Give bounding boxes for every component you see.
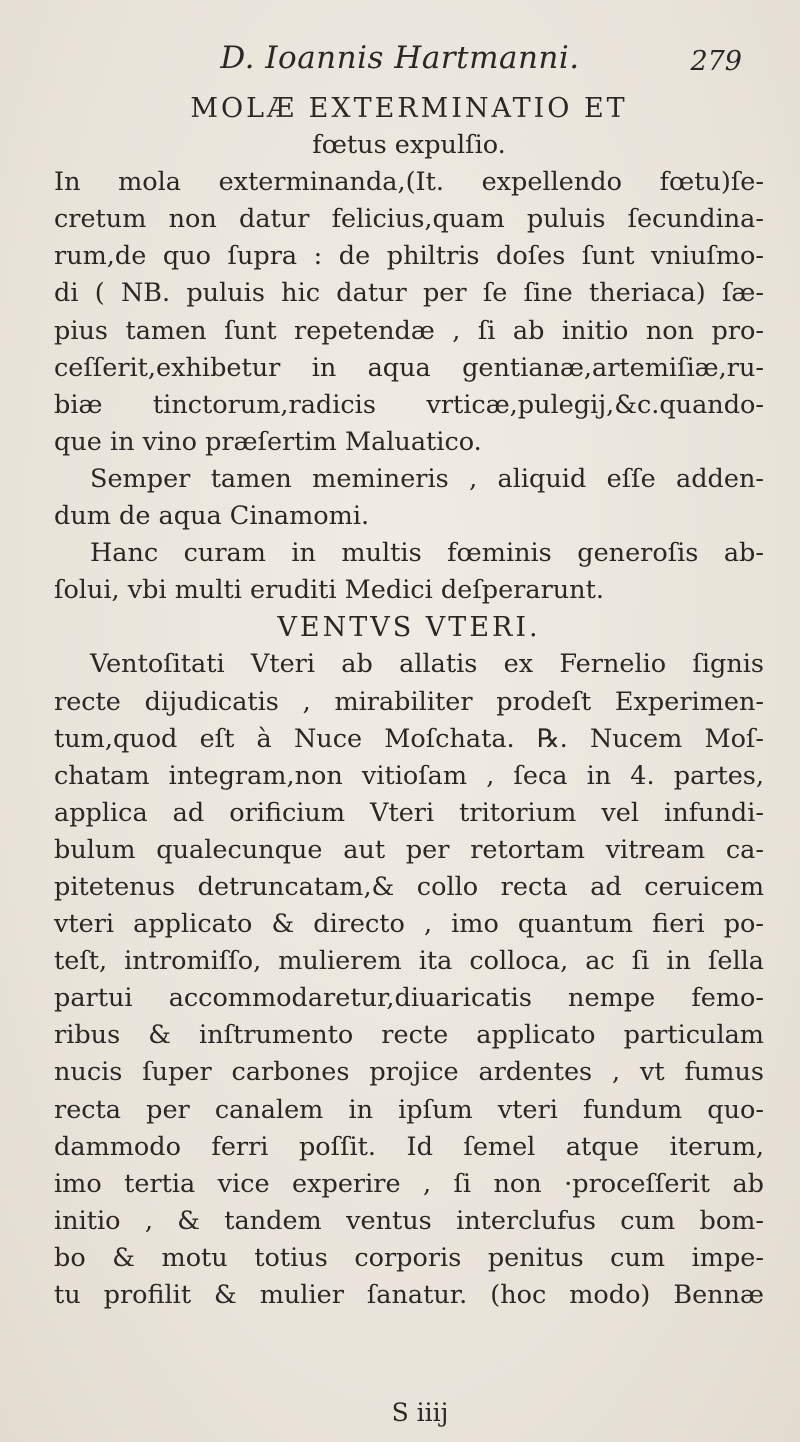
section-heading-ventus: VENTVS VTERI. (277, 612, 541, 644)
text-line: bulum qualecunque aut per retortam vitream ca- (54, 834, 764, 865)
text-line: cretum non datur felicius,quam puluis ſecundina- (54, 204, 764, 235)
text-line: partui accommodaretur,diuaricatis nempe femo- (54, 983, 764, 1014)
text-line: dammodo ferri poſſit. Id ſemel atque iterum, (54, 1131, 764, 1162)
page-number: 279 (690, 46, 742, 77)
text-line: nucis ſuper carbones projice ardentes , vt fumus (54, 1057, 764, 1088)
text-line: chatam integram,non vitioſam , ſeca in 4. partes, (54, 760, 764, 791)
body-text (54, 90, 764, 1314)
text-line: tum,quod eſt à Nuce Moſchata. ℞. Nucem Moſ- (54, 723, 764, 754)
text-line: Hanc curam in multis fœminis generoſis ab- (90, 538, 764, 569)
text-line: initio , & tandem ventus interclufus cum bom- (54, 1205, 764, 1236)
text-line: tu profilit & mulier ſanatur. (hoc modo) Bennæ (54, 1280, 764, 1310)
text-line: ribus & inſtrumento recte applicato particulam (54, 1020, 764, 1051)
text-line: Semper tamen memineris , aliquid eſſe adden- (90, 463, 764, 494)
text-line: Ventoſitati Vteri ab allatis ex Fernelio ſignis (90, 649, 764, 680)
text-line: imo tertia vice experire , ſi non ·proceſſerit ab (54, 1168, 764, 1199)
text-line: vteri applicato & directo , imo quantum fieri po- (54, 909, 764, 940)
signature-mark (0, 1398, 800, 1427)
text-line: biæ tinctorum,radicis vrticæ,pulegij,&c.quando- (54, 389, 764, 420)
text-line: rum,de quo ſupra : de philtris doſes ſunt vniuſmo- (54, 241, 764, 272)
text-line: di ( NB. puluis hic datur per ſe ſine theriaca) ſæ- (54, 278, 764, 309)
text-line: recta per canalem in ipſum vteri fundum quo- (54, 1094, 764, 1125)
text-line: teſt, intromiſſo, mulierem ita colloca, ac ſi in ſella (54, 946, 764, 977)
page-header (0, 40, 800, 90)
text-line: bo & motu totius corporis penitus cum impe- (54, 1242, 764, 1273)
running-head: D. Ioannis Hartmanni. (220, 40, 580, 76)
signature-text: S iiij (391, 1398, 449, 1427)
text-line: ceſſerit,exhibetur in aqua gentianæ,artemiſiæ,ru- (54, 352, 764, 383)
text-line: applica ad orificium Vteri tritorium vel infundi- (54, 797, 764, 828)
text-line: pius tamen ſunt repetendæ , ſi ab initio non pro- (54, 315, 764, 346)
text-line: que in vino præſertim Maluatico. (54, 426, 482, 457)
text-line: ſolui, vbi multi eruditi Medici deſperarunt. (54, 575, 604, 606)
text-line: dum de aqua Cinamomi. (54, 501, 370, 532)
section-heading-mola: MOLÆ EXTERMINATIO ET (190, 93, 628, 124)
section-subheading: fœtus expulſio. (312, 130, 506, 161)
text-line: pitetenus detruncatam,& collo recta ad ceruicem (54, 871, 764, 902)
text-line: In mola exterminanda,(It. expellendo fœtu)ſe- (54, 167, 764, 198)
text-line: recte dijudicatis , mirabiliter prodeſt Experimen- (54, 686, 764, 717)
